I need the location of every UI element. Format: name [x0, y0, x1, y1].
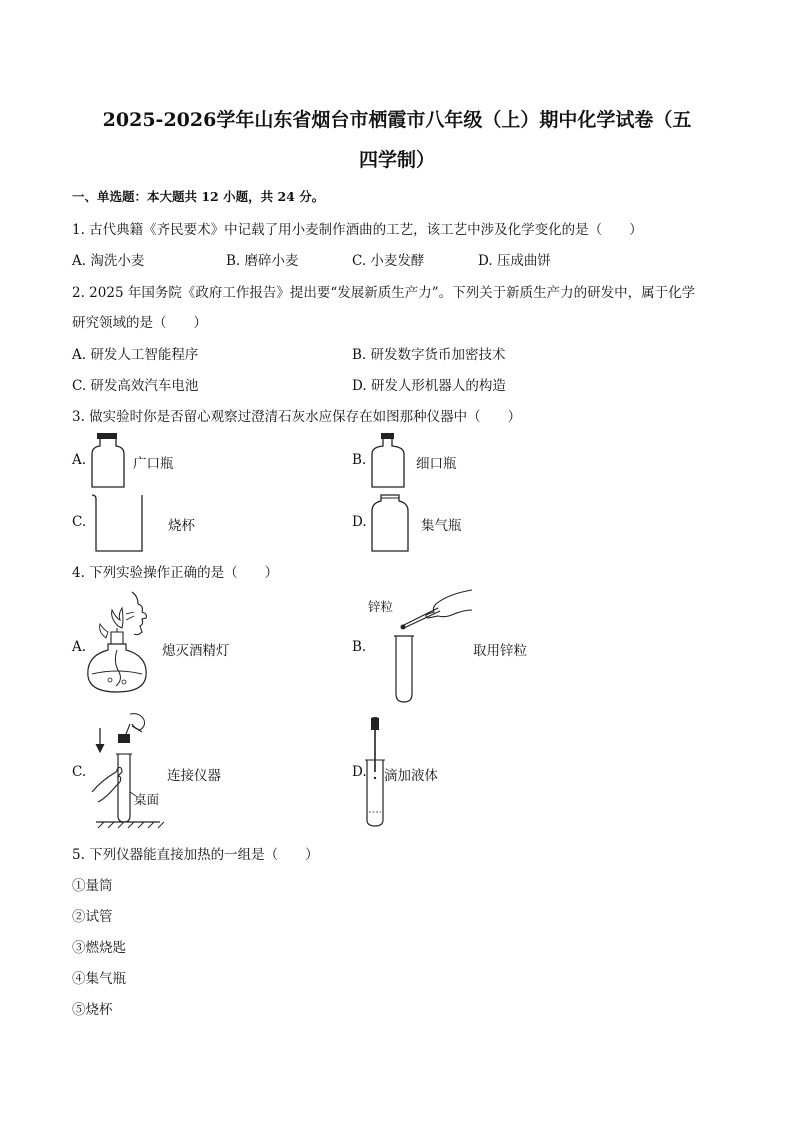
q3-option-c-letter: C.	[72, 514, 87, 530]
q1-option-b: B. 磨碎小麦	[226, 253, 299, 269]
q2-option-c: C. 研发高效汽车电池	[72, 378, 199, 394]
q5-item-4: ④集气瓶	[72, 971, 126, 987]
q2-option-b: B. 研发数字货币加密技术	[352, 347, 506, 363]
q3-option-d-letter: D.	[352, 514, 367, 530]
q4-option-a-name: 熄灭酒精灯	[162, 643, 230, 659]
q5-item-2: ②试管	[72, 909, 113, 925]
q2-stem-line-2: 研究领域的是（ ）	[72, 315, 207, 331]
alcohol-lamp-blowing-icon	[86, 588, 162, 700]
connecting-stopper-icon	[88, 710, 166, 830]
q4-option-b-letter: B.	[352, 639, 367, 655]
exam-title	[60, 100, 734, 180]
narrow-mouth-bottle-icon	[370, 432, 406, 490]
adding-zinc-granules-icon	[388, 586, 474, 704]
q2-option-d: D. 研发人形机器人的构造	[352, 378, 506, 394]
q1-option-c: C. 小麦发酵	[352, 253, 425, 269]
beaker-icon	[90, 493, 146, 553]
q3-option-b-name: 细口瓶	[416, 456, 457, 472]
q3-option-d-name: 集气瓶	[421, 518, 462, 534]
q1-option-a: A. 淘洗小麦	[72, 253, 145, 269]
q4-option-d-name: 滴加液体	[384, 768, 438, 784]
q4-option-b-name: 取用锌粒	[473, 643, 527, 659]
q5-item-5: ⑤烧杯	[72, 1002, 113, 1018]
q5-stem: 5. 下列仪器能直接加热的一组是（ ）	[72, 847, 319, 863]
q1-option-d: D. 压成曲饼	[478, 253, 551, 269]
q2-stem-line-1: 2. 2025 年国务院《政府工作报告》提出要“发展新质生产力”。下列关于新质生产力的研发中，属于化学	[72, 285, 696, 301]
zinc-granule-label: 锌粒	[368, 599, 394, 614]
section-header: 一、单选题：本大题共 12 小题，共 24 分。	[72, 189, 325, 204]
q4-option-a-letter: A.	[72, 639, 87, 655]
q3-stem: 3. 做实验时你是否留心观察过澄清石灰水应保存在如图那种仪器中（ ）	[72, 409, 522, 425]
tabletop-label: 桌面	[134, 792, 160, 807]
q5-item-3: ③燃烧匙	[72, 940, 126, 956]
q3-option-c-name: 烧杯	[168, 518, 195, 534]
q4-option-c-letter: C.	[72, 764, 87, 780]
q2-option-a: A. 研发人工智能程序	[72, 347, 199, 363]
q1-stem: 1. 古代典籍《齐民要术》中记载了用小麦制作酒曲的工艺，该工艺中涉及化学变化的是（ ）	[72, 222, 643, 238]
q3-option-a-name: 广口瓶	[133, 456, 174, 472]
q4-stem: 4. 下列实验操作正确的是（ ）	[72, 565, 279, 581]
q5-item-1: ①量筒	[72, 878, 113, 894]
q4-option-c-name: 连接仪器	[167, 768, 221, 784]
q4-option-d-letter: D.	[352, 764, 367, 780]
gas-jar-icon	[370, 493, 410, 553]
q3-option-b-letter: B.	[352, 452, 367, 468]
dropper-adding-liquid-icon	[364, 716, 386, 828]
q3-option-a-letter: A.	[72, 452, 87, 468]
wide-mouth-bottle-icon	[90, 432, 126, 490]
exam-title-line-2: 四学制）	[358, 149, 435, 171]
exam-title-line-1: 2025-2026学年山东省烟台市栖霞市八年级（上）期中化学试卷（五	[102, 109, 692, 131]
